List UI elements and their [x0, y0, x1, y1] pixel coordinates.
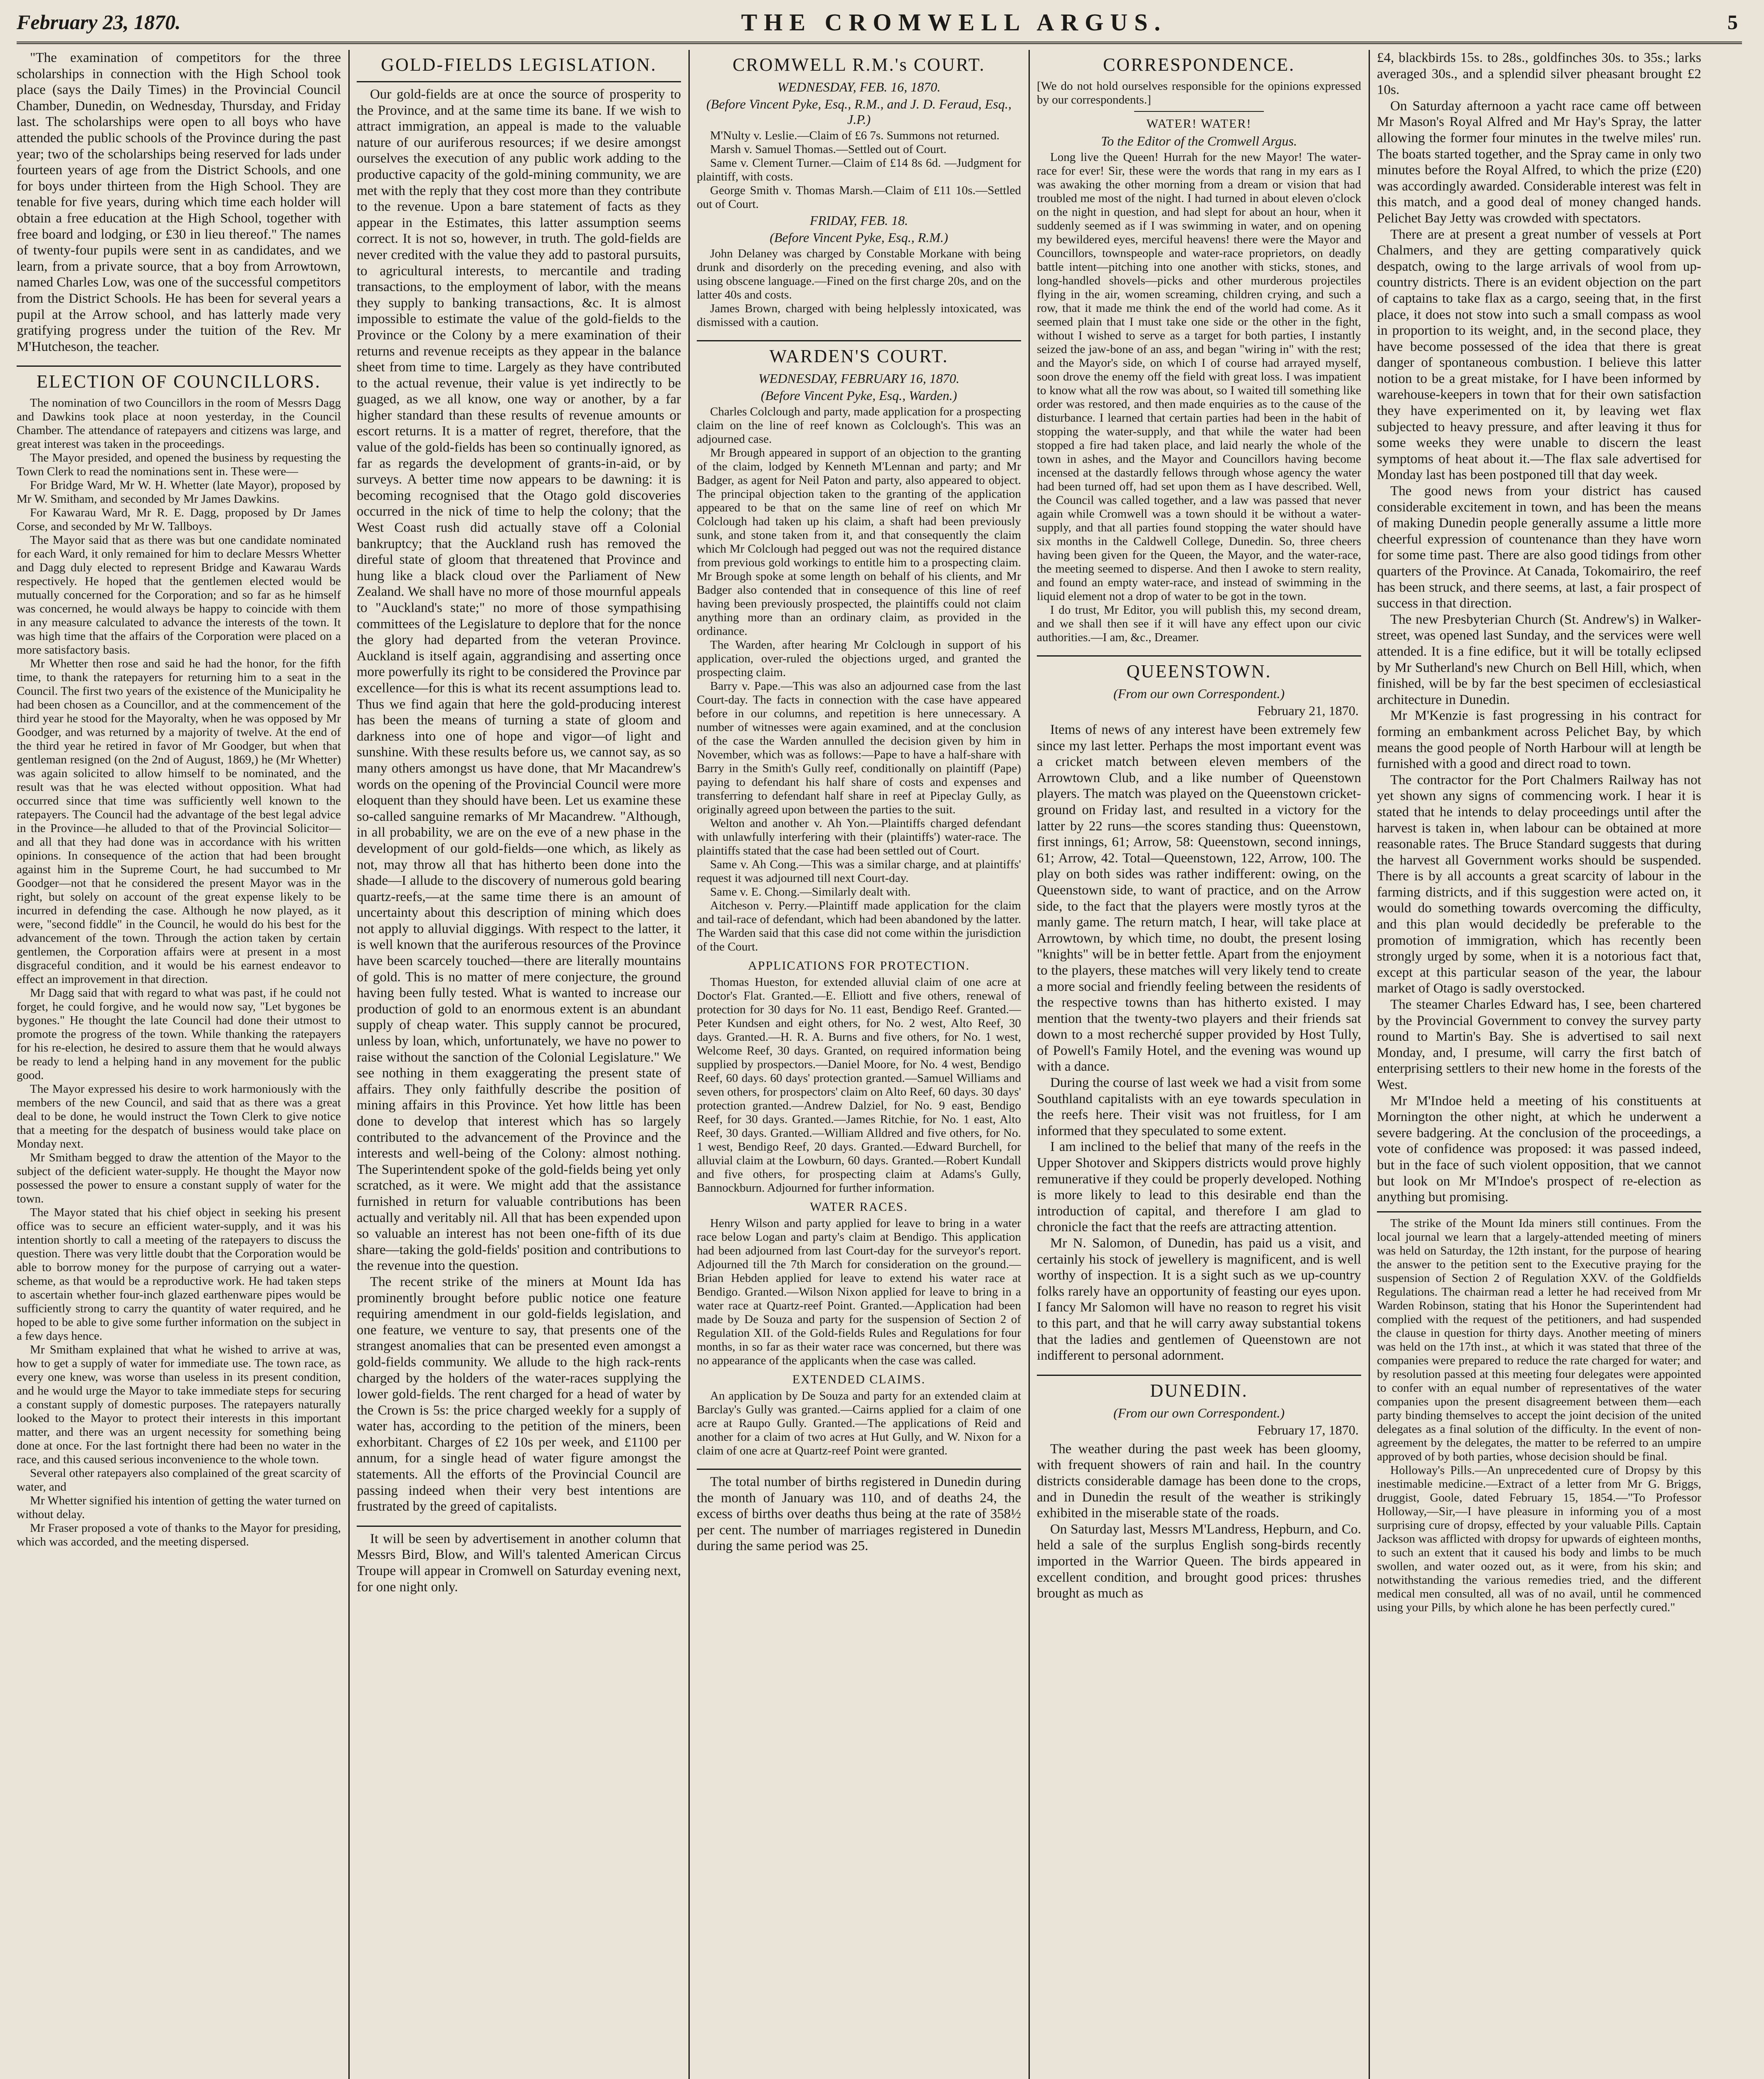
queenstown-paragraph: Items of news of any interest have been extremely few since my last letter. Perhaps the most important event was a cricket match between eleven members of the Arrowtown Club, and a like number of Queenstown players. The match was played on the Queenstown cricket-ground on Friday last, and resulted in a victory for the latter by 22 runs—the scores standing thus: Queenstown, first innings, 61; Arrow, 58: Queenstown, second innings, 61; Arrow, 42. Total—Queenstown, 122, Arrow, 100. The play on both sides was rather indifferent: owing, on the Queenstown side, to want of practice, and on the Arrow side, to the fact that the players were mostly tyros at the manly game. The return match, I hear, will take place at Arrowtown, by which time, no doubt, the present losing "knights" will be in better fettle. Apart from the enjoyment to the players, these matches will very likely tend to create a more social and friendly feeling between the residents of the respective towns than has hitherto existed. I may mention that the twenty-two players and their friends sat down to a most recherché supper provided by Host Tully, of Powell's Family Hotel, and the evening was wound up with a dance.	[1037, 722, 1361, 1074]
queenstown-article	[1037, 661, 1361, 1364]
queenstown-heading: QUEENSTOWN.	[1126, 661, 1272, 681]
dunedin-heading: DUNEDIN.	[1150, 1380, 1248, 1401]
election-paragraph: For Bridge Ward, Mr W. H. Whetter (late Mayor), proposed by Mr W. Smitham, and seconded by Mr James Dawkins.	[17, 479, 341, 506]
water-races-subheading: WATER RACES.	[810, 1200, 908, 1214]
queenstown-paragraph: Mr N. Salomon, of Dunedin, has paid us a visit, and certainly his stock of jewellery is magnificent, and is well worthy of inspection. It is a sight such as we up-country folks rarely have an opportunity of feasting our eyes upon. I fancy Mr Salomon will have no reason to regret his visit to this part, and that he will carry away substantial tokens that the ladies and gentlemen of Queenstown are not indifferent to personal adornment.	[1037, 1236, 1361, 1363]
divider	[357, 1526, 681, 1527]
court-case: Mr Brough appeared in support of an objection to the granting of the claim, lodged by Kenneth M'Lennan and party; and Mr Badger, as agent for Neil Paton and party, also appeared to object. The principal objection taken to the granting of the application appeared to be that on the same line of reef on which Mr Colclough had taken up his claim, a shaft had been previously sunk, and stone taken from it, and that consequently the claim which Mr Colclough had pegged out was not the required distance from previous gold workings to entitle him to a prospecting claim. Mr Brough spoke at some length on behalf of his clients, and Mr Badger also contended that in consequence of this line of reef having been previously prospected, the plaintiffs could not claim anything more than an ordinary claim, as provided in the ordinance.	[697, 446, 1021, 638]
divider	[697, 1469, 1021, 1470]
correspondent-line: (From our own Correspondent.)	[1113, 686, 1285, 701]
election-paragraph: The Mayor stated that his chief object in seeking his present office was to secure an efficient water-supply, and it was his intention shortly to call a meeting of the ratepayers to discuss the question. There was very little doubt that the Corporation would be able to borrow money for the purpose of carrying out a water-scheme, as that would be a reproductive work. He had taken steps to ascertain whether four-inch glazed earthenware pipes would be sufficiently strong to carry the quantity of water required, and he hoped to be able to give some further information on the subject in a few days hence.	[17, 1206, 341, 1343]
scholarship-article	[17, 50, 341, 355]
correspondence-note: [We do not hold ourselves responsible for the opinions expressed by our correspondents.]	[1037, 79, 1361, 106]
election-paragraph: The Mayor presided, and opened the business by requesting the Town Clerk to read the nominations sent in. These were—	[17, 451, 341, 479]
water-races-text: Henry Wilson and party applied for leave to bring in a water race below Logan and party's claim at Bendigo. This application had been adjourned from last Court-day for the surveyor's report. Adjourned till the 7th March for consideration on the ground.—Brian Hebden applied for leave to extend his water race at Bendigo. Granted.—Wilson Nixon applied for leave to bring in a water race at Quartz-reef Point. Granted.—Application had been made by De Souza and party for the suspension of Section 2 of Regulation XII. of the Gold-fields Rules and Regulations for four months, in so far as their water race was concerned, but there was no appearance of the applicants when the case was called.	[697, 1217, 1021, 1367]
masthead-rule	[17, 42, 1742, 44]
election-paragraph: Several other ratepayers also complained of the great scarcity of water, and	[17, 1467, 341, 1494]
dateline: February 17, 1870.	[1257, 1422, 1359, 1437]
election-paragraph: The nomination of two Councillors in the room of Messrs Dagg and Dawkins took place at noon yesterday, in the Council Chamber. The attendance of ratepayers and citizens was large, and great interest was taken in the proceedings.	[17, 396, 341, 451]
letter-text: Long live the Queen! Hurrah for the new Mayor! The water-race for ever! Sir, these were the words that rang in my ears as I was awaking the other morning from a dream or vision that had troubled me most of the night. I had turned in about eleven o'clock on the night in question, and had slept for about an hour, when it suddenly seemed as if I was swimming in water, and on opening my bewildered eyes, merciful heavens! there were the Mayor and Councillors, townspeople and water-race proprietors, on deadly battle intent—pitching into one another with sticks, stones, and long-handled shovels—picks and other murderous projectiles flying in the air, women screaming, children crying, and such a row, that it made me think the end of the world had come. As it seemed plain that I must take one side or the other in the fight, without I wished to serve as a target for both parties, I instantly seized the jaw-bone of an ass, and began "wiring in" with the rest; and the Mayor's side, on which I of course had arrayed myself, soon drove the enemy off the field with great loss. I was impatient to know what all the row was about, so I waited till something like order was restored, and then made enquiries as to the cause of the disturbance. I learned that certain parties had been in the habit of stopping the water-supply, and that while the water had been stopped a fire had taken place, and laid nearly the whole of the town in ashes, and the Mayor and Councillors having become incensed at the dastardly fellows through whose agency the water had been turned off, had set upon them as I have described. Well, the Council was called together, and a law was passed that never again while Cromwell was a town should it be without a water-supply, and that all parties found stopping the water should have six months in the Caldwell College, Dunedin. So, three cheers having been given for the Queen, the Mayor, and the water-race, the meeting seemed to disperse. And then I awoke to stern reality, and found an empty water-race, and instead of swimming in the liquid element not a drop of water to be got in the town.	[1037, 151, 1361, 603]
court-bench: (Before Vincent Pyke, Esq., R.M., and J. D. Feraud, Esq., J.P.)	[706, 96, 1012, 127]
dunedin-paragraph: On Saturday last, Messrs M'Landress, Hepburn, and Co. held a sale of the surplus English song-birds recently imported in the Warrior Queen. The birds appeared in excellent condition, and brought good prices: thrushes brought as much as	[1037, 1521, 1361, 1601]
rm-court-article	[697, 54, 1021, 329]
extended-claims-text: An application by De Souza and party for an extended claim at Barclay's Gully was granted.—Cairns applied for a claim of one acre at Raupo Gully. Granted.—The applications of Reid and another for a claim of two acres at Hut Gully, and W. Nixon for a claim of one acre at Quartz-reef Point were granted.	[697, 1389, 1021, 1457]
election-paragraph: The Mayor expressed his desire to work harmoniously with the members of the new Council, and said that as there was a great deal to be done, he would instruct the Town Clerk to give notice that a meeting for the despatch of business would take place on Monday next.	[17, 1082, 341, 1151]
dunedin-paragraph: The new Presbyterian Church (St. Andrew's) in Walker-street, was opened last Sunday, and the services were well attended. It is a fine edifice, but it will be totally eclipsed by Mr Sutherland's new Church on Bell Hill, which, when finished, will be by far the best specimen of ecclesiastical architecture in Dunedin.	[1377, 612, 1701, 707]
column-4	[1037, 50, 1361, 2079]
court-case: Barry v. Pape.—This was also an adjourned case from the last Court-day. The facts in connection with the case have appeared before in our columns, and repetition is here unnecessary. A number of witnesses were again examined, and at the conclusion of the case the Warden annulled the decision given by him in November, which was as follows:—Pape to have a half-share with Barry in the Smith's Gully reef, conditionally on plaintiff (Pape) paying to defendant his half share of costs and expenses and transferring to defendant half share in reef at Pipeclay Gully, as originally agreed upon between the parties to the suit.	[697, 679, 1021, 816]
goldfields-article	[357, 54, 681, 1515]
dunedin-paragraph: The steamer Charles Edward has, I see, been chartered by the Provincial Government to convey the survey party round to Martin's Bay. She is advertised to sail next Monday, and, I presume, will carry the first batch of enterprising settlers to their new home in the forests of the West.	[1377, 997, 1701, 1092]
court-case: Same v. Clement Turner.—Claim of £14 8s 6d. —Judgment for plaintiff, with costs.	[697, 156, 1021, 183]
column-rule	[1029, 50, 1030, 2079]
applications-text: Thomas Hueston, for extended alluvial claim of one acre at Doctor's Flat. Granted.—E. Elliott and five others, renewal of protection for 30 days for No. 11 east, Bendigo Reef. Granted.—Peter Kundsen and eight others, for No. 2 west, Alto Reef, 30 days. Granted.—H. R. A. Burns and five others, for No. 1 west, Welcome Reef, 30 days. Granted, on required information being supplied by prospectors.—Daniel Moore, for No. 4 west, Bendigo Reef, 60 days. 60 days' protection granted.—Samuel Williams and seven others, for prospectors' claim on Alto Reef, 60 days. 30 days' protection granted.—Andrew Dalziel, for No. 9 east, Bendigo Reef, for 30 days. Granted.—James Ritchie, for No. 1 east, Alto Reef, 30 days. Granted.—William Alldred and five others, for No. 1 west, Bendigo Reef, 20 days. Granted.—Edward Burchell, for alluvial claim at the Lowburn, 60 days. Granted.—Robert Kundall and five others, for prospecting claim at Adams's Gully, Bannockburn. Adjourned for further information.	[697, 975, 1021, 1195]
divider	[17, 365, 341, 367]
letter-text: I do trust, Mr Editor, you will publish this, my second dream, and we shall then see if it will have any effect upon our civic authorities.—I am, &c., Dreamer.	[1037, 603, 1361, 644]
court-case: Same v. E. Chong.—Similarly dealt with.	[710, 885, 911, 899]
election-paragraph: Mr Dagg said that with regard to what was past, if he could not forget, he could forgive, and he would now say, "Let bygones be bygones." He thought the late Council had done their utmost to promote the progress of the town. While thanking the ratepayers for his re-election, he desired to assure them that he would always be ready to lend a helping hand in any movement for the public good.	[17, 986, 341, 1082]
circus-notice: It will be seen by advertisement in another column that Messrs Bird, Blow, and Will's talented American Circus Troupe will appear in Cromwell on Saturday evening next, for one night only.	[357, 1531, 681, 1595]
dunedin-paragraph: Mr M'Indoe held a meeting of his constituents at Mornington the other night, at which he underwent a severe badgering. At the conclusion of the proceedings, a vote of confidence was proposed: it was passed indeed, but in the face of such violent opposition, that we cannot but look on Mr M'Indoe's prospect of re-election as anything but promising.	[1377, 1093, 1701, 1205]
court-case: Marsh v. Samuel Thomas.—Settled out of Court.	[710, 143, 947, 156]
dunedin-paragraph: Mr M'Kenzie is fast progressing in his contract for forming an embankment across Pelichet Bay, by which means the good people of North Harbour will at length be furnished with a good and direct road to town.	[1377, 708, 1701, 772]
letter-title: WATER! WATER!	[1146, 117, 1252, 131]
court-date: FRIDAY, FEB. 18.	[809, 213, 908, 228]
rm-court-heading: CROMWELL R.M.'s COURT.	[733, 54, 985, 75]
divider	[1037, 655, 1361, 657]
holloway-advert: Holloway's Pills.—An unprecedented cure of Dropsy by this inestimable medicine.—Extract of a letter from Mr G. Briggs, druggist, Goole, dated February 15, 1854.—"To Professor Holloway,—Sir,—I have pleasure in informing you of a most surprising cure of dropsy, effected by your valuable Pills. Captain Jackson was afflicted with dropsy for upwards of eighteen months, to such an extent that it caused his body and limbs to be much swollen, and water oozed out, as it were, from his skin; and notwithstanding the various remedies tried, and the different medical men consulted, all was of no avail, until he commenced using your Pills, by which alone he has been perfectly cured."	[1377, 1463, 1701, 1614]
election-paragraph: The Mayor said that as there was but one candidate nominated for each Ward, it only remained for him to declare Messrs Whetter and Dagg duly elected to represent Bridge and Kawarau Wards respectively. He hoped that the gentlemen elected would be mutually concerned for the Corporation; and so far as he himself was concerned, he would always be happy to coincide with them in any measure calculated to advance the interests of the town. It was high time that the affairs of the Corporation were placed on a more satisfactory basis.	[17, 533, 341, 657]
births-notice: The total number of births registered in Dunedin during the month of January was 110, and of deaths 24, the excess of births over deaths thus being at the rate of 358½ per cent. The number of marriages registered in Dunedin during the same period was 25.	[697, 1474, 1021, 1554]
column-2	[357, 50, 681, 2079]
column-rule	[688, 50, 690, 2079]
dunedin-paragraph: The contractor for the Port Chalmers Railway has not yet shown any signs of commencing work. I hear it is stated that he intends to delay proceedings until after the harvest is taken in, when labour can be obtained at more reasonable rates. The Bruce Standard suggests that during the harvest all Government works should be suspended. There is by all accounts a great scarcity of labour in the farming districts, and if this suggestion were acted on, it would do something towards overcoming the difficulty, and this plan would decidedly be preferable to the promotion of immigration, which has recently been strongly urged by some, when it is a notorious fact that, except at this particular season of the year, the labour market of Otago is sadly overstocked.	[1377, 772, 1701, 996]
queenstown-paragraph: During the course of last week we had a visit from some Southland capitalists with an eye towards speculation in the reefs here. Their visit was not fruitless, for I am informed that they speculated to some extent.	[1037, 1075, 1361, 1138]
dunedin-article	[1037, 1380, 1361, 1602]
election-article	[17, 371, 341, 1549]
extended-claims-subheading: EXTENDED CLAIMS.	[792, 1373, 926, 1386]
election-heading: ELECTION OF COUNCILLORS.	[36, 371, 321, 392]
court-case: Same v. Ah Cong.—This was a similar charge, and at plaintiffs' request it was adjourned till next Court-day.	[697, 858, 1021, 885]
issue-date: February 23, 1870.	[17, 10, 181, 34]
court-case: Charles Colclough and party, made application for a prospecting claim on the line of reef known as Colclough's. This was an adjourned case.	[697, 405, 1021, 446]
goldfields-paragraph: Our gold-fields are at once the source of prosperity to the Province, and at the same time its bane. If we wish to attract immigration, an appeal is made to the valuable nature of our auriferous resources; if we desire amongst ourselves the execution of any public work adding to the productive capacity of the gold-mining community, we are met with the reply that they cost more than they contribute to the revenue. Upon a bare statement of facts as they appear in the Estimates, this latter assumption seems correct. It is not so, however, in truth. The gold-fields are never credited with the value they add to pastoral pursuits, to agricultural interests, to mercantile and trading transactions, to the employment of labor, with the means they supply to banking transactions, &c. It is almost impossible to estimate the value of the gold-fields to the Province or the Colony by a mere examination of their returns and revenue receipts as they appear in the balance sheet from time to time. Largely as they have contributed to the actual revenue, their value is yet indirectly to be guaged, as we all know, one way or another, by a far higher standard than these results of revenue amounts or escort returns. It is a matter of regret, therefore, that the value of the gold-fields has been so continually ignored, as far as regards the development of grants-in-aid, or by surveys. A better time now appears to be dawning: it is becoming recognised that the Otago gold discoveries occurred in the nick of time to help the colony; that the West Coast rush did actually stave off a Colonial bankruptcy; that the Auckland rush has removed the direful state of gloom that threatened that Province and hung like a black cloud over the Parliament of New Zealand. We shall have no more of those mournful appeals to "Auckland's state;" no more of those sympathising committees of the Legislature to deplore that for the nonce the glory had departed from the veteran Province. Auckland is itself again, aggrandising and asserting once more powerfully its right to be considered the Province par excellence—for this is what its recent assumptions lead to. Thus we find again that here the gold-producing interest has been the means of turning a state of gloom and darkness into one of hope and vigor—of light and sunshine. With these results before us, we cannot say, as so many others amongst us have done, that Mr Macandrew's words on the opening of the Provincial Council were more eloquent than they should have been. Let us examine these so-called sanguine remarks of Mr Macandrew. "Although, in all probability, we are on the eve of a new phase in the development of our gold-fields—one which, as likely as not, may throw all that has hitherto been done into the shade—I allude to the discovery of numerous gold bearing quartz-reefs,—at the same time there is an amount of uncertainty about this description of mining which does not apply to alluvial diggings. With respect to the latter, it is well known that the auriferous resources of the Province have been scarcely touched—there are literally mountains of gold. This is no matter of mere conjecture, the ground having been fully tested. What is wanted to increase our production of gold to an enormous extent is an abundant supply of cheap water. This supply cannot be procured, unless by loan, which, unfortunately, we have no power to raise without the sanction of the Colonial Legislature." We see nothing in them exaggerating the present state of affairs. They only faithfully describe the position of mining affairs in this Province. Yet how little has been done to develop that interest which has so largely contributed to the advancement of the Province and the interests and well-being of the Colony: almost nothing. The Superintendent spoke of the gold-fields being yet only scratched, as it were. We might add that the assistance furnished in return for valuable contributions has been actually and veritably nil. All that has been expended upon so valuable an interest has not been one-fifth of its due share—taking the gold-fields' position and contributions to the revenue into the question.	[357, 87, 681, 1274]
dunedin-paragraph: The weather during the past week has been gloomy, with frequent showers of rain and hail. In the country districts considerable damage has been done to the crops, and in Dunedin the result of the weather is strikingly exhibited in the miserable state of the roads.	[1037, 1441, 1361, 1521]
masthead	[17, 7, 1738, 37]
correspondent-line: (From our own Correspondent.)	[1113, 1405, 1285, 1420]
election-paragraph: Mr Fraser proposed a vote of thanks to the Mayor for presiding, which was accorded, and the meeting dispersed.	[17, 1521, 341, 1549]
applications-subheading: APPLICATIONS FOR PROTECTION.	[748, 959, 970, 973]
court-bench: (Before Vincent Pyke, Esq., Warden.)	[760, 388, 957, 403]
court-date: WEDNESDAY, FEB. 16, 1870.	[777, 79, 941, 94]
divider	[357, 81, 681, 82]
queenstown-paragraph: I am inclined to the belief that many of the reefs in the Upper Shotover and Skippers districts would prove highly remunerative if they could be properly developed. Nothing is more likely to lead to this desirable end than the introduction of capital, and therefore I am glad to chronicle the fact that the reefs are attracting attention.	[1037, 1139, 1361, 1235]
dunedin-paragraph: On Saturday afternoon a yacht race came off between Mr Mason's Royal Alfred and Mr Hay's Spray, the latter allowing the former four minutes in the twelve miles' run. The boats started together, and the Spray came in only two minutes before the Royal Alfred, to which the prize (£20) was accordingly awarded. Considerable interest was felt in this match, and a good deal of money changed hands. Pelichet Bay Jetty was crowded with spectators.	[1377, 98, 1701, 226]
dunedin-paragraph: There are at present a great number of vessels at Port Chalmers, and they are getting comparatively quick despatch, owing to the large arrivals of wool from up-country districts. There is an evident objection on the part of captains to take flax as a cargo, seeing that, in the first place, it does not stow into such a small compass as wool in proportion to its weight, and, in the second place, they have become possessed of the idea that there is great danger of spontaneous combustion. I believe this latter notion to be a great mistake, for I have been informed by warehouse-keepers in town that for their own satisfaction they have experimented on it, by leaving wet flax subjected to heavy pressure, and after leaving it thus for some weeks they were unable to discern the least symptoms of heat about it.—The flax sale advertised for Monday last has been postponed till that day week.	[1377, 227, 1701, 483]
dateline: February 21, 1870.	[1257, 703, 1359, 718]
column-1	[17, 50, 341, 2079]
correspondence-article	[1037, 54, 1361, 644]
column-rule	[1369, 50, 1370, 2079]
election-paragraph: Mr Whetter then rose and said he had the honor, for the fifth time, to thank the ratepayers for returning him to a seat in the Council. The first two years of the existence of the Municipality he had been chosen as a Councillor, and at the commencement of the third year he stood for the Mayoralty, when he was opposed by Mr Goodger, and was returned by a majority of twelve. At the end of the third year he retired in favor of Mr Goodger, but when that gentleman resigned (on the 2nd of August, 1869,) he (Mr Whetter) was again solicited to allow himself to be nominated, and the result was that he was elected without opposition. What had occurred since that time was sufficiently well known to the ratepayers. The Council had the advantage of the best legal advice in the Province—he alluded to that of the Provincial Solicitor—and all that they had done was in accordance with his written opinions. In consequence of the action that had been brought against him in the Supreme Court, he had succumbed to Mr Goodger—not that he considered the present Mayor was in the right, but solely on account of the great expense likely to be incurred in defending the case. Although he now played, as it were, "second fiddle" in the Council, he would do his best for the advancement of the town. Through the action taken by certain gentlemen, the Corporation affairs were at present in a most disgraceful condition, and it would be his earnest endeavor to effect an improvement in that direction.	[17, 657, 341, 986]
goldfields-heading: GOLD-FIELDS LEGISLATION.	[381, 54, 657, 75]
correspondence-heading: CORRESPONDENCE.	[1103, 54, 1295, 75]
election-paragraph: Mr Smitham begged to draw the attention of the Mayor to the subject of the deficient water-supply. He thought the Mayor now possessed the power to ensure a constant supply of water for the town.	[17, 1151, 341, 1206]
court-case: James Brown, charged with being helplessly intoxicated, was dismissed with a caution.	[697, 302, 1021, 329]
dunedin-paragraph: The good news from your district has caused considerable excitement in town, and has been the means of making Dunedin people generally assume a little more cheerful expression of countenance than they have worn for some time past. There are also good tidings from other quarters of the Province. At Canada, Tokomairiro, the reef has been struck, and there seems, at last, a fair prospect of success in that direction.	[1377, 484, 1701, 611]
column-rule	[348, 50, 350, 2079]
court-case: Aitcheson v. Perry.—Plaintiff made application for the claim and tail-race of defendant, which had been abandoned by the latter. The Warden said that this case did not come within the jurisdiction of the Court.	[697, 899, 1021, 953]
court-date: WEDNESDAY, FEBRUARY 16, 1870.	[758, 371, 960, 386]
court-case: Welton and another v. Ah Yon.—Plaintiffs charged defendant with unlawfully interfering with their (plaintiffs') water-race. The plaintiffs stated that the case had been settled out of Court.	[697, 817, 1021, 857]
column-3	[697, 50, 1021, 2079]
election-paragraph: Mr Whetter signified his intention of getting the water turned on without delay.	[17, 1494, 341, 1521]
divider	[697, 340, 1021, 341]
court-case: John Delaney was charged by Constable Morkane with being drunk and disorderly on the preceding evening, and also with using obscene language.—Fined on the first charge 20s, and on the latter 40s and costs.	[697, 247, 1021, 301]
scholarship-text: "The examination of competitors for the three scholarships in connection with the High School took place (says the Daily Times) in the Provincial Council Chamber, Dunedin, on Wednesday, Thursday, and Friday last. The scholarships were open to all boys who have attended the public schools of the Province during the past year; two of the scholarships being reserved for lads under fourteen years of age from the District Schools, and one for boys under thirteen from the High School. They are tenable for five years, during which time each holder will obtain a free education at the High School, together with free board and lodging, or £30 in lieu thereof." The names of twenty-four pupils were sent in as candidates, and we learn, from a private source, that a boy from Arrowtown, named Charles Low, was one of the successful competitors from the District Schools. He has been for several years a pupil at the Arrow school, and has latterly made very gratifying progress under the tuition of the Rev. Mr M'Hutcheson, the teacher.	[17, 50, 341, 354]
letter-address: To the Editor of the Cromwell Argus.	[1101, 133, 1297, 148]
goldfields-paragraph: The recent strike of the miners at Mount Ida has prominently brought before public notice one feature requiring amendment in our gold-fields legislation, and one feature, we venture to say, that presents one of the strangest anomalies that can be presented even amongst a gold-fields community. We allude to the high rack-rents charged by the holders of the water-races supplying the lower gold-fields. The rent charged for a head of water by the Crown is 5s: the price charged weekly for a supply of water has, according to the petition of the miners, been exhorbitant. Charges of £2 10s per week, and £1100 per annum, for a single head of water figure amongst the statements. All the efforts of the Provincial Council are passing indeed when their very best intentions are frustrated by the greed of capitalists.	[357, 1274, 681, 1514]
election-paragraph: Mr Smitham explained that what he wished to arrive at was, how to get a supply of water for immediate use. The town race, as every one knew, was worse than useless in its present condition, and he would urge the Mayor to take immediate steps for securing a constant supply of domestic purposes. The ratepayers naturally looked to the Mayor to protect their interests in this important matter, and there was an urgent necessity for something being done at once. For the last fortnight there had been no water in the race, and this caused serious inconvenience to the whole town.	[17, 1343, 341, 1467]
wardens-court-heading: WARDEN'S COURT.	[769, 346, 949, 366]
election-paragraph: For Kawarau Ward, Mr R. E. Dagg, proposed by Dr James Corse, and seconded by Mr W. Tallboys.	[17, 506, 341, 533]
paper-title: THE CROMWELL ARGUS.	[741, 8, 1167, 36]
wardens-court-article	[697, 346, 1021, 1458]
court-case: The Warden, after hearing Mr Colclough in support of his application, over-ruled the objections urged, and granted the prospecting claim.	[697, 638, 1021, 679]
short-divider	[1134, 111, 1264, 112]
court-case: George Smith v. Thomas Marsh.—Claim of £11 10s.—Settled out of Court.	[697, 184, 1021, 211]
divider	[1037, 1375, 1361, 1376]
mount-ida-strike: The strike of the Mount Ida miners still continues. From the local journal we learn that a largely-attended meeting of miners was held on Saturday, the 12th instant, for the purpose of hearing the answer to the petition sent to the Executive praying for the suspension of Section 2 of Regulation XXV. of the Goldfields Regulations. The chairman read a letter he had received from Mr Warden Robinson, stating that his Honor the Superintendent had complied with the request of the petitioners, and had suspended the clause in question for thirty days. Another meeting of miners was held on the 17th inst., at which it was stated that three of the companies were prepared to reduce the rate charged for water; and by resolution passed at this meeting four delegates were appointed to confer with an equal number of representatives of the water companies upon the present disagreement between them—each party binding themselves to accept the joint decision of the united delegates as a final solution of the difficulty. In the event of non-agreement by the delegates, the matter to be referred to an umpire approved of by both parties, whose decision should be final.	[1377, 1216, 1701, 1463]
court-bench: (Before Vincent Pyke, Esq., R.M.)	[770, 230, 948, 245]
dunedin-continued: £4, blackbirds 15s. to 28s., goldfinches 30s. to 35s.; larks averaged 30s., and a splendid silver pheasant brought £2 10s.	[1377, 50, 1701, 98]
divider	[1377, 1211, 1701, 1212]
court-case: M'Nulty v. Leslie.—Claim of £6 7s. Summons not returned.	[710, 129, 1000, 142]
page-number: 5	[1727, 10, 1738, 34]
column-5	[1377, 50, 1701, 2079]
